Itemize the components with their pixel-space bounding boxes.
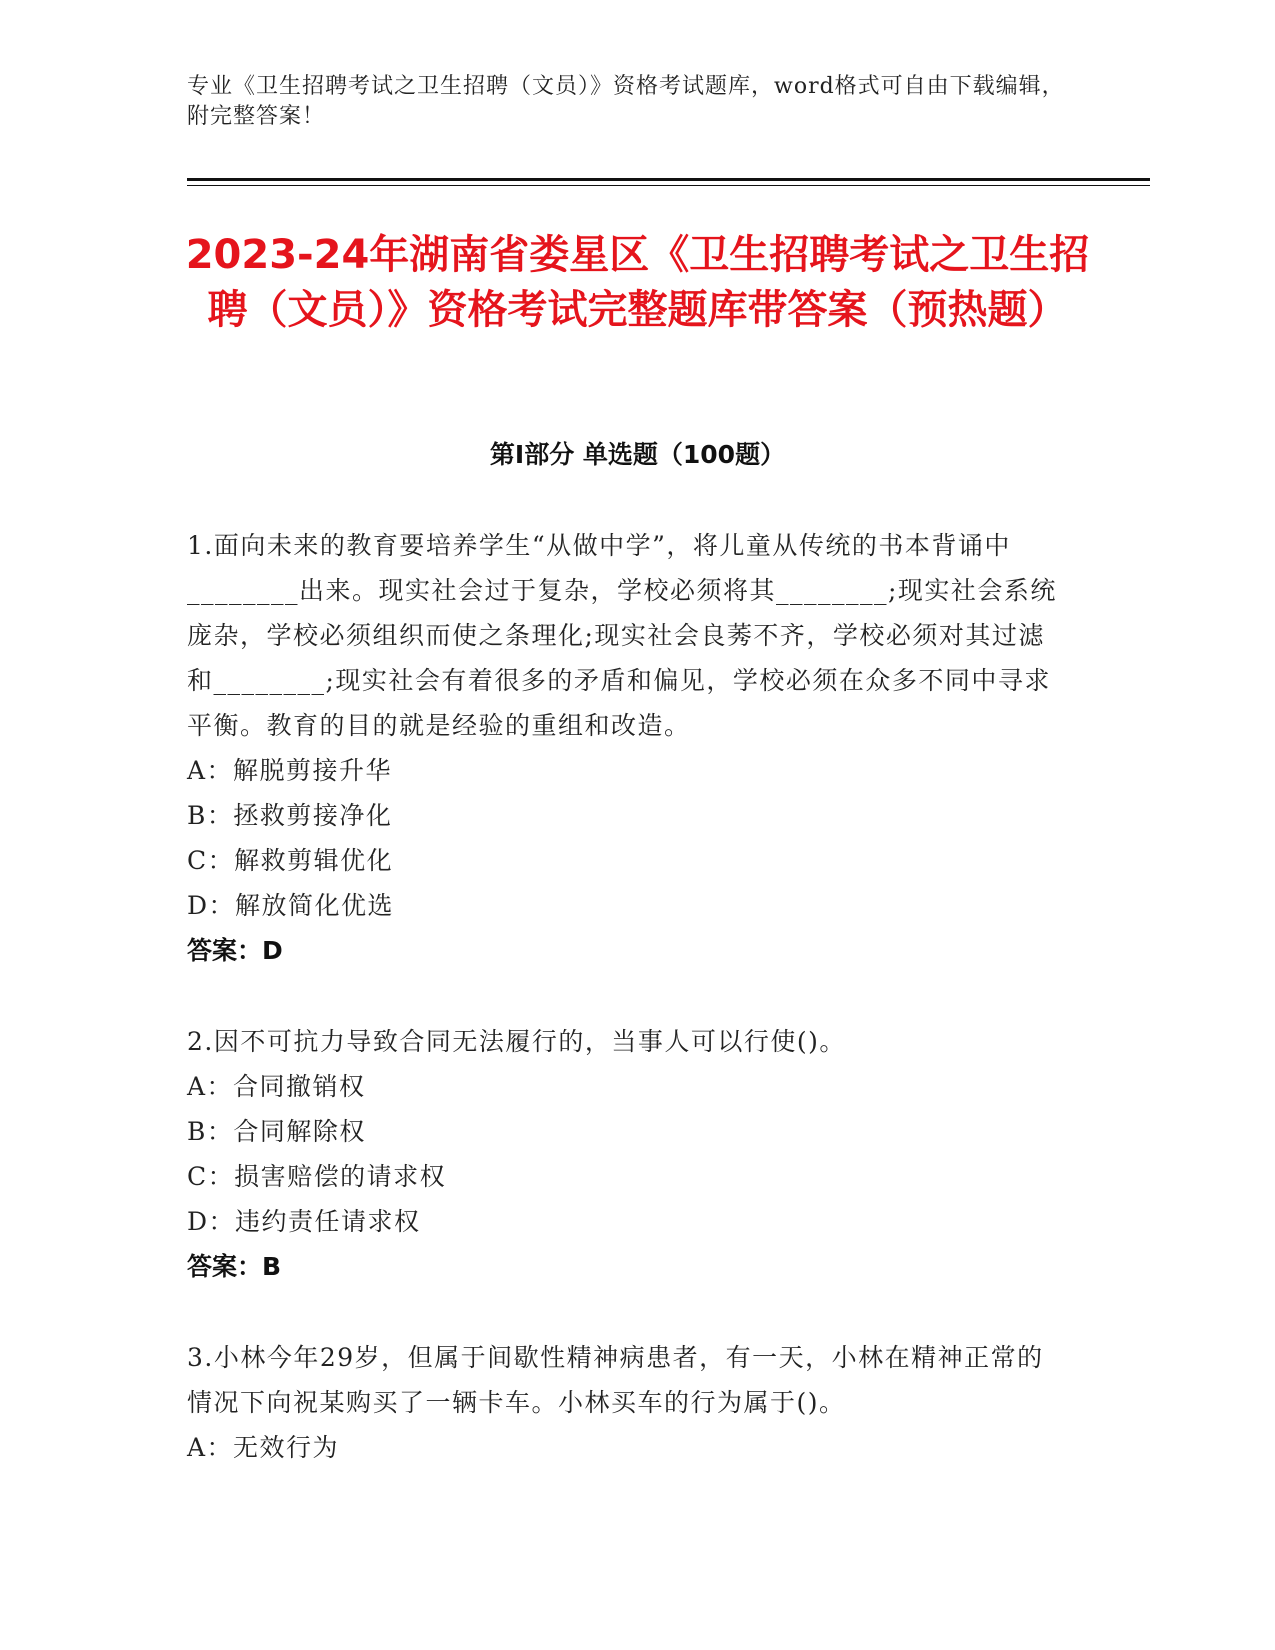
- question-option-c: C：损害赔偿的请求权: [187, 1162, 447, 1191]
- question-stem: 1.面向未来的教育要培养学生“从做中学”，将儿童从传统的书本背诵中________出来。现实社会过于复杂，学校必须将其________;现实社会系统庞杂，学校必须组织而使之条理化;现实社会良莠不齐，学校必须对其过滤和________;现实社会有着很多的矛盾和偏见，学校必须在众多不同中寻求平衡。教育的目的就是经验的重组和改造。: [187, 531, 1057, 740]
- question-option-b: B：合同解除权: [187, 1117, 366, 1146]
- question-option-d: D：解放简化优选: [187, 891, 395, 920]
- question-answer: 答案：B: [187, 1252, 282, 1281]
- header-note: 专业《卫生招聘考试之卫生招聘（文员）》资格考试题库，word格式可自由下载编辑，附完整答案！: [187, 74, 1065, 129]
- question-stem: 3.小林今年29岁，但属于间歇性精神病患者，有一天，小林在精神正常的情况下向祝某购买了一辆卡车。小林买车的行为属于()。: [187, 1343, 1044, 1417]
- section-title: 第Ⅰ部分 单选题（100题）: [489, 440, 786, 469]
- question-stem: 2.因不可抗力导致合同无法履行的，当事人可以行使()。: [187, 1027, 846, 1056]
- question-3: [187, 1335, 1067, 1470]
- question-option-a: A：无效行为: [187, 1433, 340, 1462]
- question-option-a: A：解脱剪接升华: [187, 756, 393, 785]
- question-option-d: D：违约责任请求权: [187, 1207, 421, 1236]
- question-spacer: [187, 1289, 1067, 1335]
- question-answer: 答案：D: [187, 936, 283, 965]
- document-title: 2023-24年湖南省娄星区《卫生招聘考试之卫生招聘（文员）》资格考试完整题库带答案（预热题）: [185, 232, 1090, 333]
- question-option-c: C：解救剪辑优化: [187, 846, 394, 875]
- question-1: [187, 523, 1067, 973]
- question-option-b: B：拯救剪接净化: [187, 801, 393, 830]
- question-option-a: A：合同撤销权: [187, 1072, 366, 1101]
- header-rule-thick: [187, 178, 1150, 181]
- question-spacer: [187, 973, 1067, 1019]
- question-2: [187, 1019, 1067, 1289]
- header-rule-thin: [187, 185, 1150, 186]
- question-list: [187, 523, 1067, 1470]
